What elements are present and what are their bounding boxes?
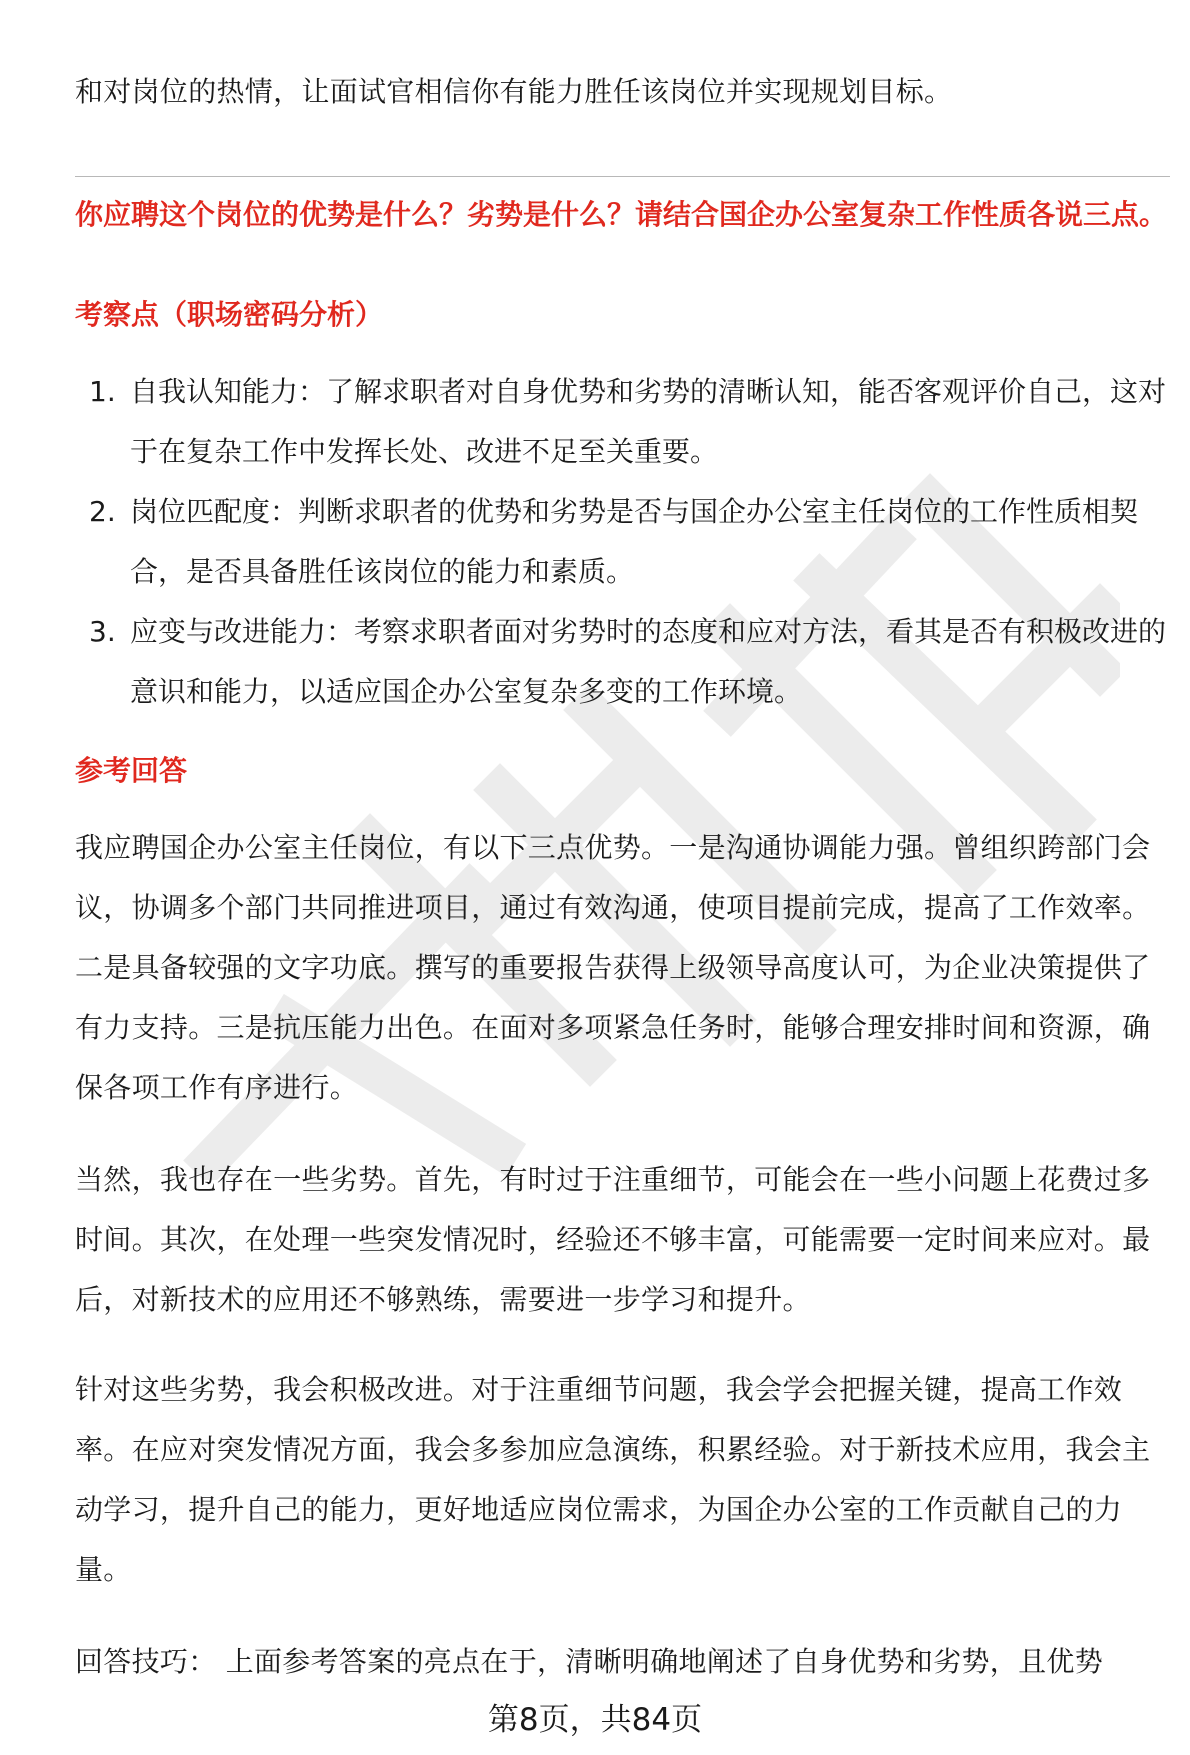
list-item-number: 1. <box>89 375 116 408</box>
exam-points-list <box>75 362 1170 722</box>
list-item-text: 自我认知能力：了解求职者对自身优势和劣势的清晰认知，能否客观评价自己，这对于在复杂工作中发挥长处、改进不足至关重要。 <box>130 375 1167 468</box>
answer-tips-paragraph: 回答技巧： 上面参考答案的亮点在于，清晰明确地阐述了自身优势和劣势，且优势 <box>75 1645 1104 1678</box>
reference-answer-heading: 参考回答 <box>75 754 188 787</box>
exam-points-heading: 考察点（职场密码分析） <box>75 298 384 331</box>
list-item <box>75 602 1170 722</box>
list-item-text: 岗位匹配度：判断求职者的优势和劣势是否与国企办公室主任岗位的工作性质相契合，是否具备胜任该岗位的能力和素质。 <box>130 495 1139 588</box>
list-item-number: 2. <box>89 495 116 528</box>
answer-paragraph-weaknesses: 当然，我也存在一些劣势。首先，有时过于注重细节，可能会在一些小问题上花费过多时间。其次，在处理一些突发情况时，经验还不够丰富，可能需要一定时间来应对。最后，对新技术的应用还不够熟练，需要进一步学习和提升。 <box>75 1163 1151 1316</box>
answer-paragraph-strengths: 我应聘国企办公室主任岗位，有以下三点优势。一是沟通协调能力强。曾组织跨部门会议，协调多个部门共同推进项目，通过有效沟通，使项目提前完成，提高了工作效率。二是具备较强的文字功底。撰写的重要报告获得上级领导高度认可，为企业决策提供了有力支持。三是抗压能力出色。在面对多项紧急任务时，能够合理安排时间和资源，确保各项工作有序进行。 <box>75 831 1151 1104</box>
list-item <box>75 482 1170 602</box>
question-heading: 你应聘这个岗位的优势是什么？劣势是什么？请结合国企办公室复杂工作性质各说三点。 <box>75 198 1168 231</box>
answer-paragraph-improvement: 针对这些劣势，我会积极改进。对于注重细节问题，我会学会把握关键，提高工作效率。在应对突发情况方面，我会多参加应急演练，积累经验。对于新技术应用，我会主动学习，提升自己的能力，更好地适应岗位需求，为国企办公室的工作贡献自己的力量。 <box>75 1373 1151 1586</box>
list-item-text: 应变与改进能力：考察求职者面对劣势时的态度和应对方法，看其是否有积极改进的意识和能力，以适应国企办公室复杂多变的工作环境。 <box>130 615 1167 708</box>
list-item <box>75 362 1170 482</box>
list-item-number: 3. <box>89 615 116 648</box>
page-number-footer: 第8页，共84页 <box>487 1702 703 1738</box>
section-divider <box>75 176 1170 177</box>
continuation-text: 和对岗位的热情，让面试官相信你有能力胜任该岗位并实现规划目标。 <box>75 75 953 108</box>
